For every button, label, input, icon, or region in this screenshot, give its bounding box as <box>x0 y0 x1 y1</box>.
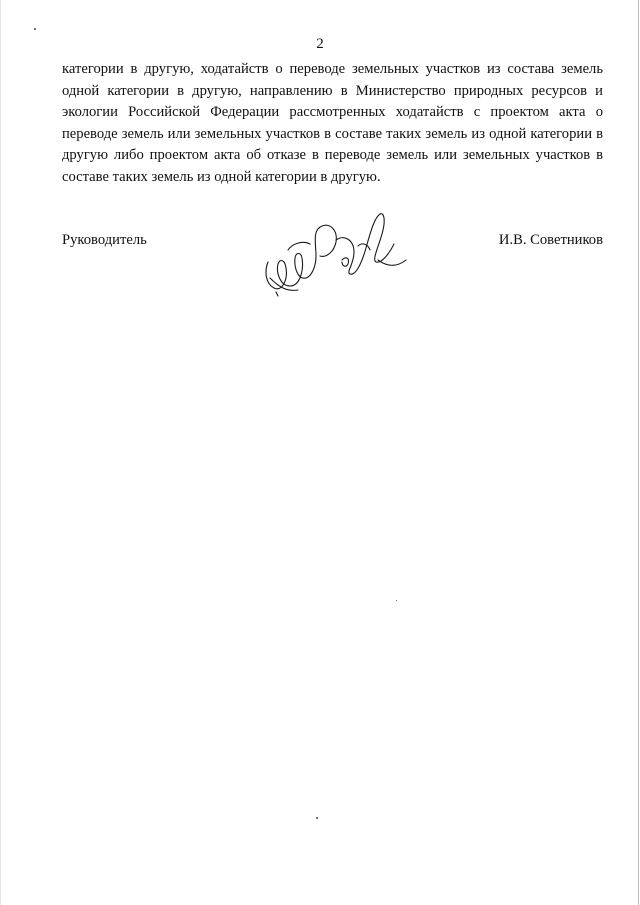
page-number: 2 <box>316 36 324 52</box>
signatory-role: Руководитель <box>62 232 147 248</box>
handwritten-signature <box>258 200 418 300</box>
scan-speck <box>34 28 36 30</box>
signatory-name: И.В. Советников <box>498 232 603 248</box>
scan-edge-right <box>638 0 639 905</box>
scan-speck <box>316 817 318 819</box>
scan-edge-left <box>0 0 1 905</box>
body-paragraph: категории в другую, ходатайств о переводе земельных участков из состава земель одной категории в другую, направлению в Министерство природных ресурсов и экологии Российской Федерации рассмотренных ходатайств с проектом акта о переводе земель или земельных участков в составе таких земель из одной категории в другую либо проектом акта об отказе в переводе земель или земельных участков в составе таких земель из одной категории в другую. <box>62 61 603 185</box>
scan-speck <box>396 600 397 601</box>
